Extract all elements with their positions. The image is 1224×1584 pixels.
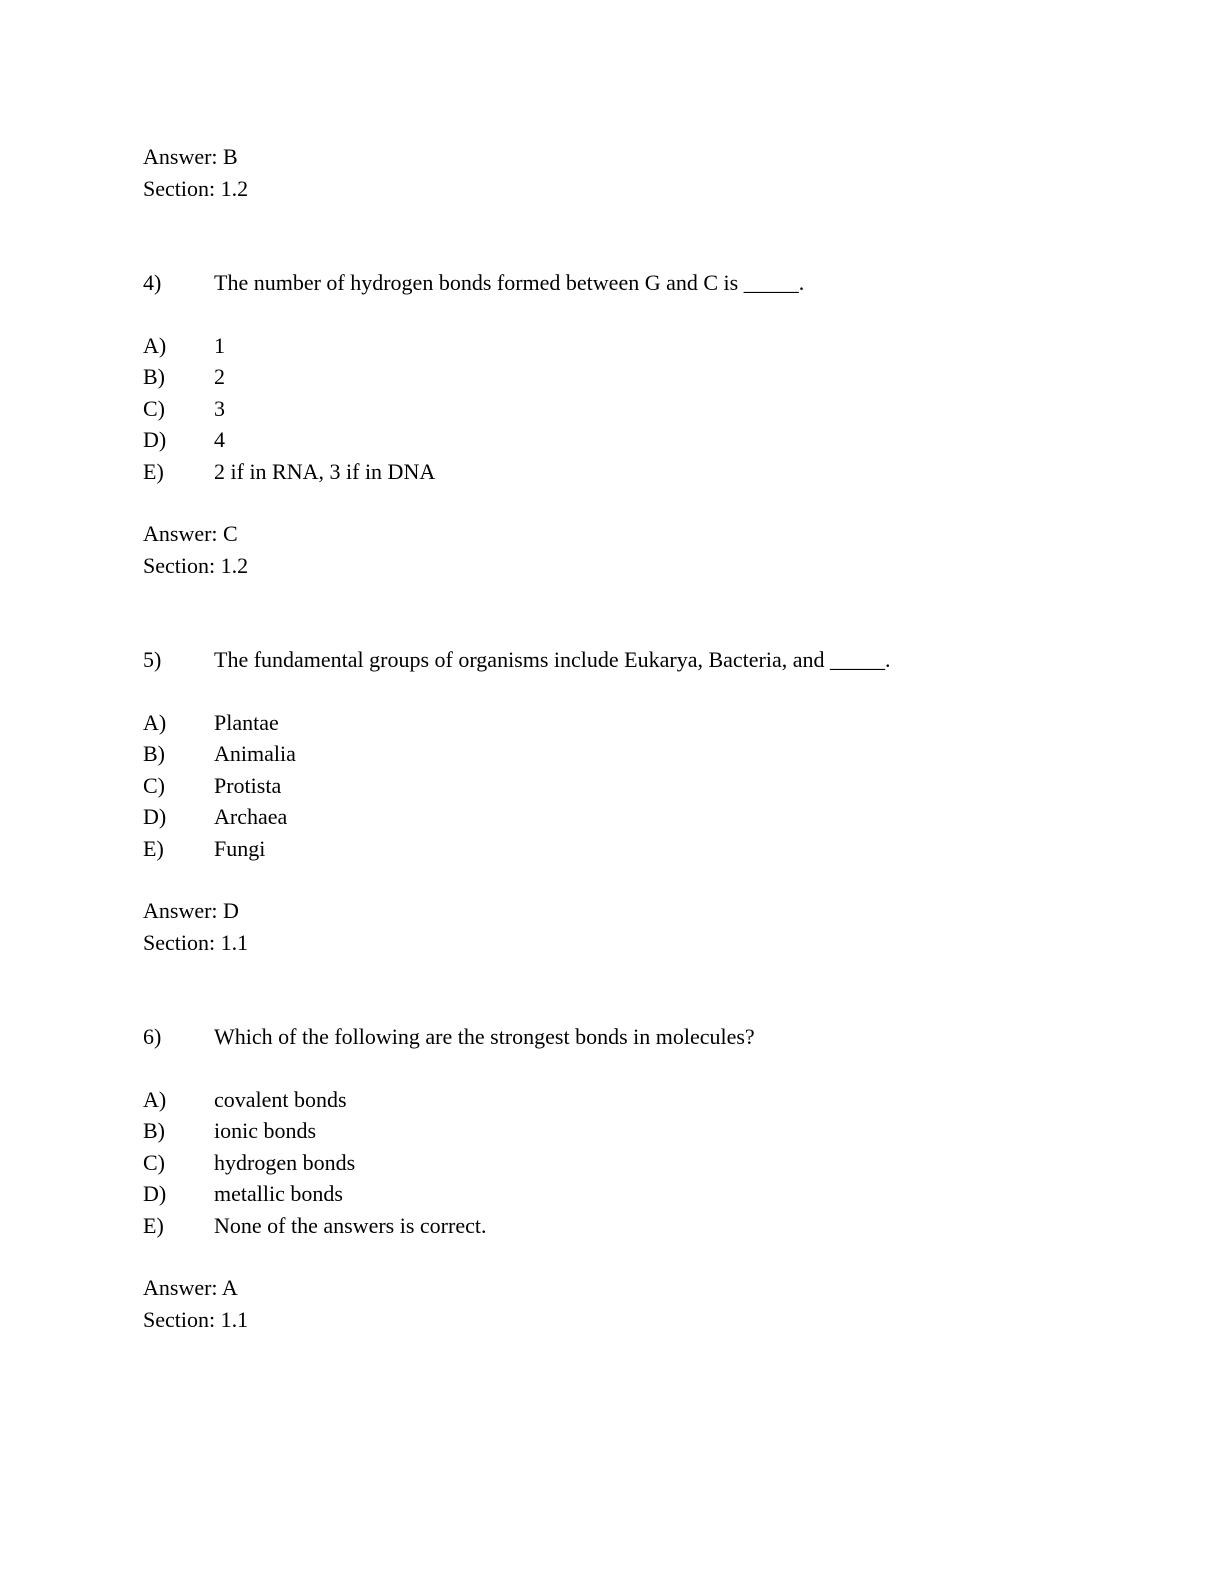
question-number: 4) — [143, 270, 162, 295]
question-block-4 — [143, 267, 1093, 581]
option-text: 2 — [214, 364, 225, 389]
option-letter: D) — [143, 427, 167, 452]
option-letter: C) — [143, 772, 165, 798]
section-line: Section: 1.2 — [143, 552, 249, 578]
question-block-5 — [143, 644, 1093, 958]
question-number: 5) — [143, 647, 162, 672]
option-row — [143, 833, 1093, 865]
option-letter: D) — [143, 804, 167, 829]
option-letter: A) — [143, 332, 167, 358]
question-stem-row — [143, 644, 1093, 676]
option-letter: A) — [143, 709, 167, 735]
document-page — [143, 141, 1093, 1335]
option-text: 4 — [214, 427, 225, 452]
answer-line: Answer: C — [143, 521, 238, 546]
option-row — [143, 1210, 1093, 1242]
spacer — [143, 581, 1093, 644]
option-row — [143, 1178, 1093, 1210]
option-letter: C) — [143, 395, 165, 421]
option-row — [143, 707, 1093, 739]
answer-line: Answer: D — [143, 898, 239, 923]
option-row — [143, 393, 1093, 425]
option-letter: E) — [143, 458, 164, 484]
option-letter: D) — [143, 1181, 167, 1206]
option-letter: E) — [143, 1212, 164, 1238]
option-letter: E) — [143, 835, 164, 861]
option-text: Fungi — [214, 835, 266, 861]
option-text: 3 — [214, 395, 225, 421]
question-number: 6) — [143, 1024, 162, 1049]
option-text: 2 if in RNA, 3 if in DNA — [214, 458, 436, 484]
option-text: Animalia — [214, 741, 296, 766]
question-block-6 — [143, 1021, 1093, 1335]
question-stem-row — [143, 1021, 1093, 1053]
option-text: Archaea — [214, 804, 288, 829]
question-text: The number of hydrogen bonds formed between G and C is _____. — [214, 270, 805, 295]
option-row — [143, 1084, 1093, 1116]
option-letter: B) — [143, 741, 165, 766]
question-text: Which of the following are the strongest bonds in molecules? — [214, 1024, 755, 1049]
option-row — [143, 424, 1093, 456]
spacer — [143, 958, 1093, 1021]
option-text: metallic bonds — [214, 1181, 343, 1206]
option-text: None of the answers is correct. — [214, 1212, 487, 1238]
previous-answer-block — [143, 141, 1093, 204]
spacer — [143, 204, 1093, 267]
question-stem-row — [143, 267, 1093, 299]
section-line: Section: 1.1 — [143, 1306, 249, 1332]
option-letter: B) — [143, 1118, 165, 1143]
option-text: Protista — [214, 772, 282, 798]
option-letter: A) — [143, 1086, 167, 1112]
option-row — [143, 361, 1093, 393]
answer-line: Answer: B — [143, 144, 238, 169]
option-letter: B) — [143, 364, 165, 389]
answer-line: Answer: A — [143, 1275, 238, 1300]
option-text: Plantae — [214, 709, 279, 735]
option-text: hydrogen bonds — [214, 1149, 356, 1175]
option-row — [143, 801, 1093, 833]
option-text: covalent bonds — [214, 1086, 347, 1112]
question-text: The fundamental groups of organisms include Eukarya, Bacteria, and _____. — [214, 647, 891, 672]
option-row — [143, 1147, 1093, 1179]
option-letter: C) — [143, 1149, 165, 1175]
option-row — [143, 1115, 1093, 1147]
option-row — [143, 770, 1093, 802]
option-row — [143, 456, 1093, 488]
section-line: Section: 1.1 — [143, 929, 249, 955]
option-row — [143, 738, 1093, 770]
section-line: Section: 1.2 — [143, 175, 249, 201]
option-text: ionic bonds — [214, 1118, 317, 1143]
option-text: 1 — [214, 332, 225, 358]
option-row — [143, 330, 1093, 362]
